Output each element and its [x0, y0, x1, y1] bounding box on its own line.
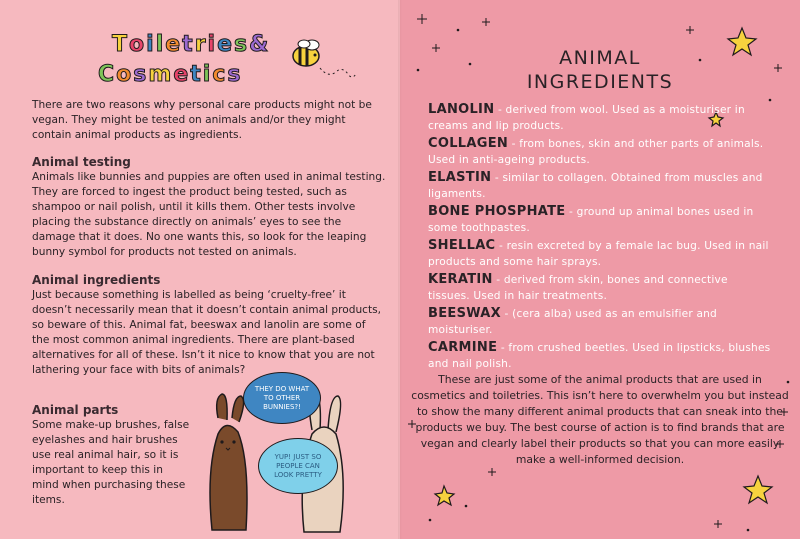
- title-letter: e: [165, 32, 183, 57]
- ingredient-list: [428, 102, 773, 374]
- title-letter: e: [173, 62, 191, 87]
- ingredient-term: SHELLAC: [428, 238, 496, 253]
- ingredient-desc: - ground up animal bones used in some toothpastes.: [428, 206, 754, 234]
- ingredient-item: [428, 170, 773, 202]
- ingredient-item: [428, 272, 773, 304]
- title-line-2: INGREDIENTS: [526, 71, 674, 93]
- ingredient-desc: - derived from wool. Used as a moisturiser in creams and lip products.: [428, 104, 745, 132]
- title-letter: s: [234, 32, 250, 57]
- ingredient-desc: - from crushed beetles. Used in lipsticks, blushes and nail polish.: [428, 342, 771, 370]
- ingredient-desc: - derived from skin, bones and connective tissues. Used in hair treatments.: [428, 274, 728, 302]
- bubble-text: YUP! JUST SO PEOPLE CAN LOOK PRETTY: [274, 452, 322, 479]
- ingredient-desc: - (cera alba) used as an emulsifier and moisturiser.: [428, 308, 717, 336]
- ingredient-item: [428, 204, 773, 236]
- bubble-text: THEY DO WHAT TO OTHER BUNNIES?!: [254, 384, 310, 411]
- intro-text: There are two reasons why personal care products might not be vegan. They might be tested on animals and/or they might contain animal products as ingredients.: [32, 99, 372, 141]
- ingredient-term: KERATIN: [428, 272, 493, 287]
- ingredient-item: [428, 136, 773, 168]
- title-letter: r: [194, 32, 208, 57]
- section-body: Just because something is labelled as being ‘cruelty-free’ it doesn’t necessarily mean that it doesn’t contain animal products, so beware of this. Animal fat, beeswax and lanolin are some of the most common animal ingredients. There are plant-based alternatives for all of these. Isn’t it nice to know that you are not lathering your face with bits of animals?: [32, 289, 382, 376]
- intro-paragraph: [32, 98, 386, 143]
- bee-illustration: [290, 36, 360, 86]
- ingredient-term: BEESWAX: [428, 306, 501, 321]
- title-letter: i: [146, 32, 156, 57]
- title-letter: c: [212, 62, 228, 87]
- title-letter: t: [190, 62, 203, 87]
- page-title: [98, 30, 271, 90]
- section-body: Animals like bunnies and puppies are often used in animal testing. They are forced to ingest the product being tested, such as shampoo or nail polish, until it kills them. Other tests involve placing the substance directly on animals’ eyes to see the damage that it does. No one wants this, so look for the leaping bunny symbol for products not tested on animals.: [32, 171, 386, 258]
- title-letter: m: [148, 62, 174, 87]
- title-letter: o: [129, 32, 147, 57]
- speech-bubble-question: [243, 372, 321, 424]
- ingredient-item: [428, 340, 773, 372]
- section-animal-ingredients: [32, 272, 386, 378]
- ingredient-desc: - from bones, skin and other parts of animals. Used in anti-ageing products.: [428, 138, 764, 166]
- title-letter: C: [98, 62, 117, 87]
- title-line-2: [98, 60, 270, 90]
- title-letter: &: [249, 32, 271, 57]
- ingredient-term: ELASTIN: [428, 170, 492, 185]
- title-letter: s: [133, 62, 149, 87]
- title-letter: i: [202, 62, 213, 87]
- ingredient-item: [428, 306, 773, 338]
- title-letter: e: [217, 32, 235, 57]
- section-heading: Animal parts: [32, 403, 119, 417]
- closing-paragraph: These are just some of the animal products that are used in cosmetics and toiletries. This isn’t here to overwhelm you but instead to show the many different animal products that can sneak into the products we buy. The best course of action is to find brands that are vegan and clearly label their products so that you can more easily make a well-informed decision.: [411, 373, 789, 466]
- title-letter: o: [116, 62, 134, 87]
- right-page-title: [400, 46, 800, 94]
- ingredient-term: LANOLIN: [428, 102, 495, 117]
- title-letter: T: [112, 32, 130, 57]
- title-letter: t: [182, 32, 195, 57]
- ingredient-term: COLLAGEN: [428, 136, 509, 151]
- section-heading: Animal ingredients: [32, 273, 161, 287]
- ingredient-desc: - resin excreted by a female lac bug. Used in nail products and some hair sprays.: [428, 240, 769, 268]
- ingredient-term: CARMINE: [428, 340, 498, 355]
- title-letter: l: [155, 32, 166, 57]
- title-line-1: [112, 30, 270, 60]
- ingredient-item: [428, 238, 773, 270]
- section-animal-testing: [32, 154, 386, 260]
- ingredient-term: BONE PHOSPHATE: [428, 204, 566, 219]
- title-letter: i: [207, 32, 218, 57]
- title-line-1: ANIMAL: [559, 47, 641, 69]
- section-heading: Animal testing: [32, 155, 131, 169]
- ingredient-item: [428, 102, 773, 134]
- title-letter: s: [227, 62, 243, 87]
- section-animal-parts: [32, 402, 192, 508]
- section-body: Some make-up brushes, false eyelashes and hair brushes use real animal hair, so it is important to keep this in mind when purchasing these items.: [32, 419, 190, 506]
- speech-bubble-answer: [258, 438, 338, 494]
- ingredient-desc: - similar to collagen. Obtained from muscles and ligaments.: [428, 172, 763, 200]
